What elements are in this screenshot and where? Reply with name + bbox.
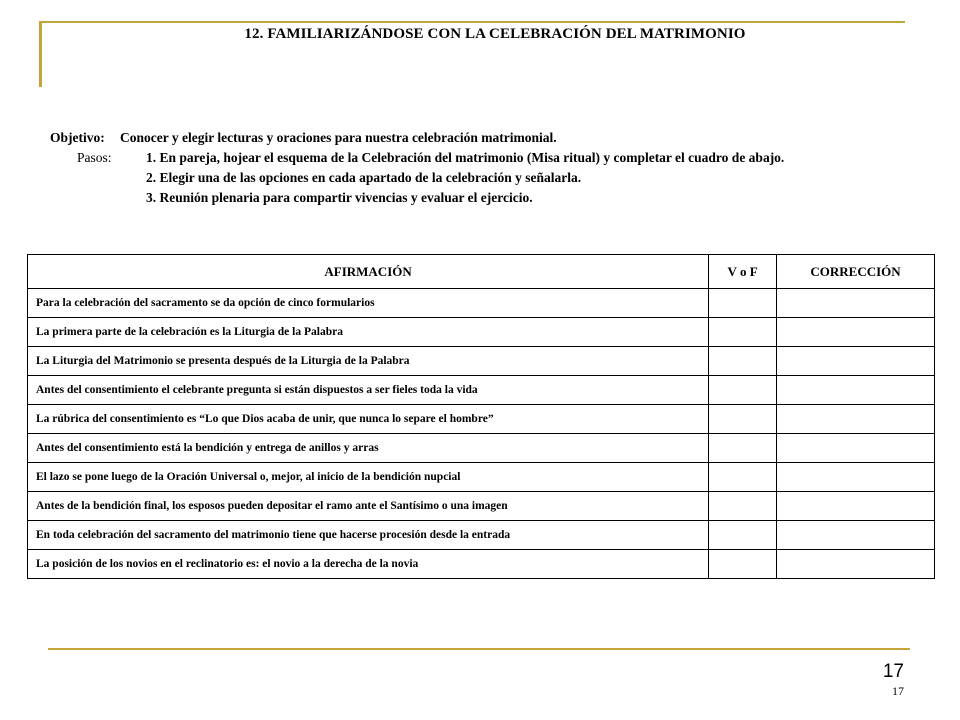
correction-cell[interactable]	[777, 347, 935, 376]
step-1: 1. En pareja, hojear el esquema de la Celebración del matrimonio (Misa ritual) y completar el cuadro de abajo.	[146, 150, 785, 165]
correction-cell[interactable]	[777, 289, 935, 318]
header-v-o-f: V o F	[709, 255, 777, 289]
correction-cell[interactable]	[777, 405, 935, 434]
step-row	[50, 168, 784, 188]
statement-cell: En toda celebración del sacramento del matrimonio tiene que hacerse procesión desde la entrada	[28, 521, 709, 550]
statement-cell: Antes del consentimiento el celebrante pregunta si están dispuestos a ser fieles toda la vida	[28, 376, 709, 405]
objective-row	[50, 128, 784, 148]
true-false-cell[interactable]	[709, 289, 777, 318]
statement-cell: Para la celebración del sacramento se da opción de cinco formularios	[28, 289, 709, 318]
table-row	[28, 347, 935, 376]
table-row	[28, 434, 935, 463]
objective-label: Objetivo:	[50, 130, 105, 145]
statement-cell: La posición de los novios en el reclinatorio es: el novio a la derecha de la novia	[28, 550, 709, 579]
statement-cell: Antes de la bendición final, los esposos pueden depositar el ramo ante el Santísimo o una imagen	[28, 492, 709, 521]
true-false-cell[interactable]	[709, 434, 777, 463]
objective-block	[50, 128, 784, 208]
page-number-small: 17	[892, 684, 904, 698]
steps-label: Pasos:	[77, 150, 112, 165]
top-rule	[39, 21, 905, 23]
statement-cell: La Liturgia del Matrimonio se presenta después de la Liturgia de la Palabra	[28, 347, 709, 376]
table-row	[28, 492, 935, 521]
true-false-cell[interactable]	[709, 376, 777, 405]
statement-cell: Antes del consentimiento está la bendición y entrega de anillos y arras	[28, 434, 709, 463]
statement-cell: La primera parte de la celebración es la Liturgia de la Palabra	[28, 318, 709, 347]
table-row	[28, 463, 935, 492]
steps-row	[50, 148, 784, 168]
true-false-cell[interactable]	[709, 463, 777, 492]
bottom-rule	[48, 648, 910, 650]
page-number-large: 17	[882, 661, 904, 682]
correction-cell[interactable]	[777, 376, 935, 405]
correction-cell[interactable]	[777, 318, 935, 347]
step-row	[50, 188, 784, 208]
true-false-cell[interactable]	[709, 492, 777, 521]
correction-cell[interactable]	[777, 550, 935, 579]
true-false-cell[interactable]	[709, 318, 777, 347]
page-title: 12. FAMILIARIZÁNDOSE CON LA CELEBRACIÓN DEL MATRIMONIO	[244, 26, 746, 42]
table-row	[28, 521, 935, 550]
true-false-cell[interactable]	[709, 405, 777, 434]
table-row	[28, 318, 935, 347]
table-row	[28, 550, 935, 579]
correction-cell[interactable]	[777, 521, 935, 550]
table-row	[28, 289, 935, 318]
correction-cell[interactable]	[777, 434, 935, 463]
header-correccion: CORRECCIÓN	[777, 255, 935, 289]
true-false-cell[interactable]	[709, 550, 777, 579]
objective-text: Conocer y elegir lecturas y oraciones para nuestra celebración matrimonial.	[120, 130, 557, 145]
true-false-cell[interactable]	[709, 521, 777, 550]
step-2: 2. Elegir una de las opciones en cada apartado de la celebración y señalarla.	[146, 170, 582, 185]
header-afirmacion: AFIRMACIÓN	[28, 255, 709, 289]
table-row	[28, 376, 935, 405]
step-3: 3. Reunión plenaria para compartir vivencias y evaluar el ejercicio.	[146, 190, 533, 205]
correction-cell[interactable]	[777, 492, 935, 521]
statements-table	[27, 254, 935, 579]
true-false-cell[interactable]	[709, 347, 777, 376]
table-header-row	[28, 255, 935, 289]
statement-cell: La rúbrica del consentimiento es “Lo que Dios acaba de unir, que nunca lo separe el hombre”	[28, 405, 709, 434]
statement-cell: El lazo se pone luego de la Oración Universal o, mejor, al inicio de la bendición nupcial	[28, 463, 709, 492]
table-row	[28, 405, 935, 434]
correction-cell[interactable]	[777, 463, 935, 492]
